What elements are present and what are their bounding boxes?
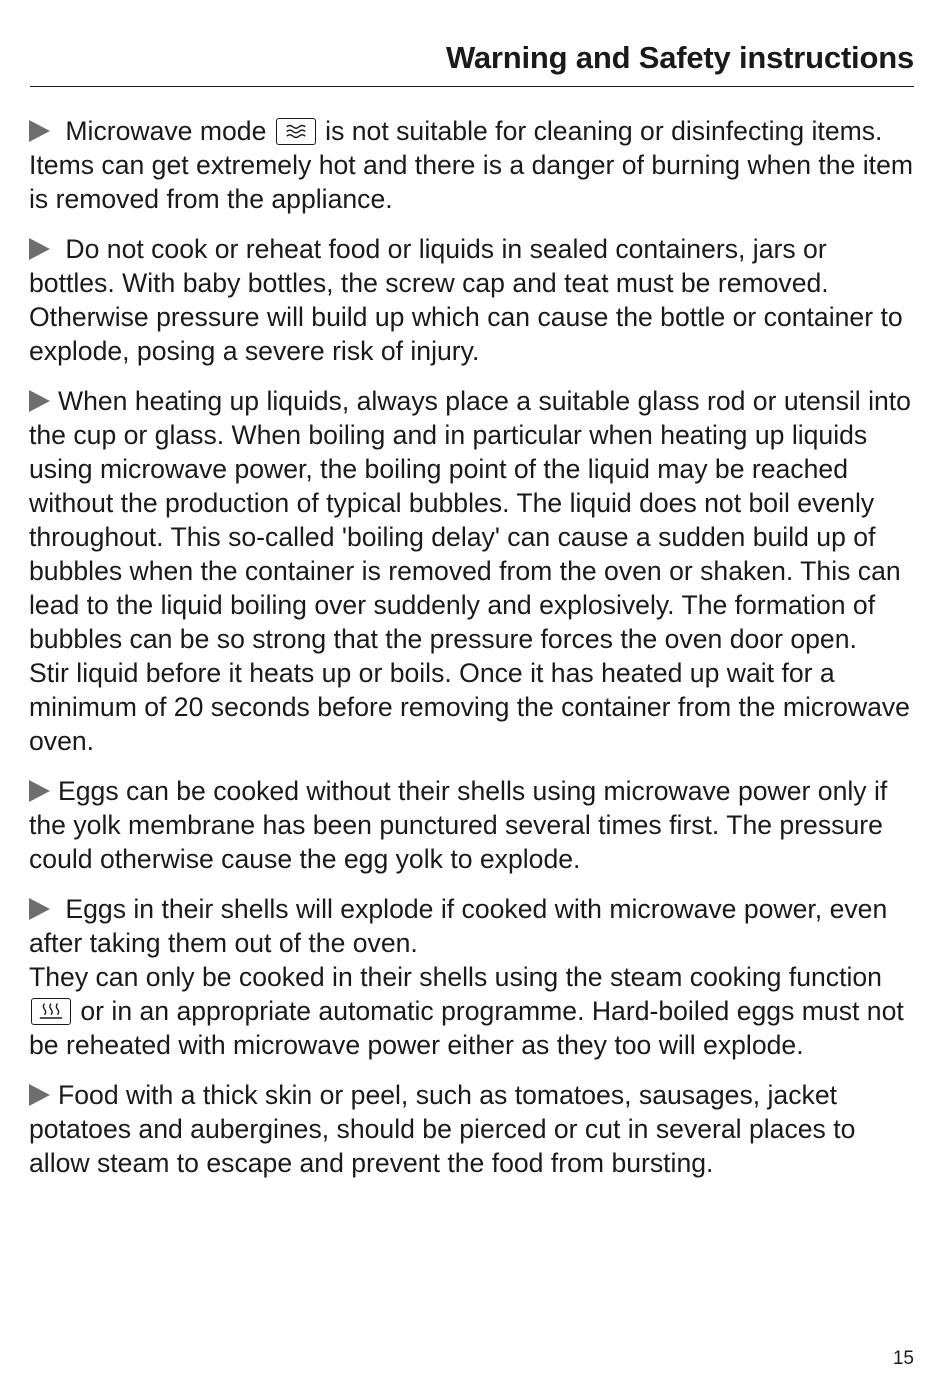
paragraph-text: Do not cook or reheat food or liquids in sealed containers, jars or bottles. With baby bottles, the screw cap and teat must be removed. Otherwise pressure will build up which can cause the bottle or container to explode, posing a severe risk of injury. [29, 234, 903, 366]
paragraph-text: Microwave mode is not suitable for cleaning or disinfecting items. Items can get extremely hot and there is a danger of burning when the item is removed from the appliance. [29, 116, 914, 214]
play-triangle-icon [29, 1084, 50, 1106]
paragraph-text: Food with a thick skin or peel, such as tomatoes, sausages, jacket potatoes and aubergines, should be pierced or cut in several places to allow steam to escape and prevent the food from bursting. [29, 1080, 856, 1178]
play-triangle-icon [29, 120, 50, 142]
play-triangle-icon [29, 390, 50, 412]
play-triangle-icon [29, 898, 50, 920]
paragraph-text-continued: Stir liquid before it heats up or boils. Once it has heated up wait for a minimum of 20 seconds before removing the container from the microwave oven. [29, 658, 910, 756]
paragraph-text: When heating up liquids, always place a suitable glass rod or utensil into the cup or glass. When boiling and in particular when heating up liquids using microwave power, the boiling point of the liquid may be reached without the production of typical bubbles. The liquid does not boil evenly throughout. This so-called 'boiling delay' can cause a sudden build up of bubbles when the container is removed from the oven or shaken. This can lead to the liquid boiling over suddenly and explosively. The formation of bubbles can be so strong that the pressure forces the oven door open. [29, 386, 911, 654]
paragraph-text-continued: They can only be cooked in their shells using the steam cooking function or in an appropriate automatic programme. Hard-boiled eggs must not be reheated with microwave power either as they too will explode. [29, 962, 904, 1060]
instruction-sealed-containers [29, 232, 917, 368]
paragraph-text: Eggs can be cooked without their shells using microwave power only if the yolk membrane has been punctured several times first. The pressure could otherwise cause the egg yolk to explode. [29, 776, 888, 874]
instruction-heating-liquids [29, 384, 917, 758]
page-header [30, 38, 914, 87]
page-title: Warning and Safety instructions [445, 40, 914, 75]
play-triangle-icon [29, 780, 50, 802]
instruction-eggs-in-shells [29, 892, 917, 1062]
instruction-microwave-cleaning [29, 114, 917, 216]
steam-icon [31, 998, 71, 1025]
instruction-eggs-without-shells [29, 774, 917, 876]
page-number: 15 [892, 1348, 914, 1369]
paragraph-text: Eggs in their shells will explode if cooked with microwave power, even after taking them out of the oven. [29, 894, 888, 958]
instruction-thick-skin-food [29, 1078, 917, 1180]
safety-instructions-body [29, 114, 917, 1196]
microwave-waves-icon [276, 118, 316, 145]
play-triangle-icon [29, 238, 50, 260]
